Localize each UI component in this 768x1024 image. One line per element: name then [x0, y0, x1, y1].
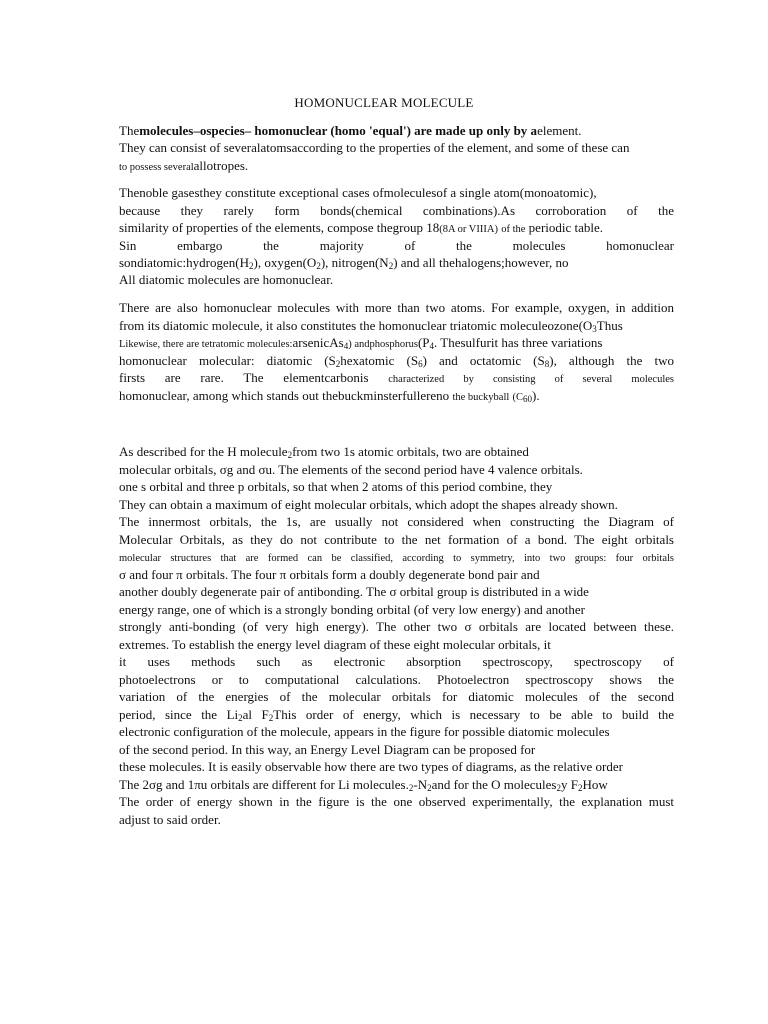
- text-line-p4-l14: [119, 671, 674, 688]
- text-segment: The: [119, 123, 140, 138]
- text-segment: homonuclear, among which stands out the: [119, 388, 338, 403]
- text-line-p4-l15: [119, 688, 674, 705]
- text-segment: Sin embargo the majority of the molecules homonuclear: [119, 238, 674, 253]
- subscript: 6: [418, 359, 423, 369]
- text-segment: of a single atom(monoatomic),: [436, 185, 597, 200]
- subscript: 2: [408, 783, 414, 793]
- text-segment: is: [359, 370, 389, 385]
- text-segment: period, since the Li: [119, 707, 239, 722]
- subscript: 3: [592, 324, 597, 334]
- subscript: 2: [287, 450, 293, 460]
- text-segment: They can consist of several: [119, 140, 261, 155]
- text-segment: atoms: [260, 140, 292, 155]
- subscript: 2: [388, 261, 394, 271]
- text-segment: There are also homonuclear molecules with more than two atoms. For example, oxygen, in addition: [119, 300, 674, 315]
- text-line-p4-l18: [119, 741, 674, 758]
- text-segment: The: [119, 185, 140, 200]
- subscript: 8: [544, 359, 550, 369]
- text-segment: they constitute exceptional cases of: [199, 185, 384, 200]
- text-segment: group 18: [392, 220, 440, 235]
- text-line-p3-l6: [119, 387, 674, 406]
- text-segment: sulfur: [460, 335, 491, 350]
- text-segment: allotropes.: [193, 158, 249, 173]
- text-line-p4-l12: [119, 636, 674, 653]
- text-segment: homonuclear molecular: diatomic (S: [119, 353, 336, 368]
- text-line-p4-l10: [119, 601, 674, 618]
- text-segment: son: [119, 255, 138, 270]
- text-segment: Thus: [596, 318, 623, 333]
- text-segment: to possess several: [119, 162, 194, 173]
- text-segment: (O: [578, 318, 593, 333]
- text-segment: similarity of properties of the elements, compose the: [119, 220, 393, 235]
- text-line-p2-l6: [119, 271, 674, 288]
- text-segment: (P: [417, 335, 430, 350]
- text-line-p1-l3: [119, 157, 674, 176]
- subscript: 2: [249, 261, 254, 271]
- text-segment: according to the properties of the element, and some of these can: [291, 140, 630, 155]
- text-segment: element.: [537, 123, 582, 138]
- text-segment: molecules: [139, 123, 194, 138]
- text-segment: the buckyball: [452, 392, 510, 403]
- text-segment: hydrogen(H: [186, 255, 249, 270]
- text-segment: ) and octatomic (S: [422, 353, 545, 368]
- text-segment: energy range, one of which is a strongly bonding orbital (of very low energy) and another: [119, 602, 585, 617]
- text-line-p4-l8: [119, 566, 674, 583]
- text-line-p4-l2: [119, 461, 674, 478]
- text-segment: o: [199, 123, 207, 138]
- text-segment: –: [193, 123, 200, 138]
- text-segment: strongly anti-bonding (of very high energy). The other two σ orbitals are located between these.: [119, 619, 674, 634]
- subscript: 2: [316, 261, 321, 271]
- text-segment: molecular orbitals, σg and σu. The elements of the second period have 4 valence orbitals.: [119, 462, 583, 477]
- text-line-p4-l1: [119, 443, 674, 460]
- text-line-p4-l20: [119, 776, 674, 793]
- subscript: 2: [577, 783, 583, 793]
- subscript: 4: [343, 341, 349, 351]
- text-segment: σ and four π orbitals. The four π orbitals form a doubly degenerate bond pair and: [119, 567, 540, 582]
- text-segment: and for the O molecules: [431, 777, 557, 792]
- text-line-p4-l7: [119, 548, 674, 567]
- text-segment: Molecular Orbitals, as they do not contribute to the net formation of a bond. The eight orbitals: [119, 532, 674, 547]
- text-line-p3-l3: [119, 334, 674, 353]
- text-segment: ), nitrogen(N: [320, 255, 389, 270]
- text-segment: The order of energy shown in the figure is the one observed experimentally, the explanation must: [119, 794, 674, 809]
- text-segment: these molecules. It is easily observable how there are two types of diagrams, as the relative order: [119, 759, 623, 774]
- text-segment: al F: [242, 707, 269, 722]
- text-segment: ) and all the: [393, 255, 455, 270]
- text-segment: one s orbital and three p orbitals, so that when 2 atoms of this period combine, they: [119, 479, 553, 494]
- text-segment: molecules: [383, 185, 437, 200]
- text-segment: ), although the two: [549, 353, 674, 368]
- text-segment: another doubly degenerate pair of antibonding. The σ orbital group is distributed in a wide: [119, 584, 589, 599]
- text-line-p4-l22: [119, 811, 674, 828]
- text-segment: variation of the energies of the molecular orbitals for diatomic molecules of the second: [119, 689, 674, 704]
- text-segment: photoelectrons or to computational calculations. Photoelectron spectroscopy shows the: [119, 672, 674, 687]
- text-segment: electronic configuration of the molecule, appears in the figure for possible diatomic molecules: [119, 724, 610, 739]
- subscript: 2: [238, 713, 243, 723]
- text-segment: (C: [512, 392, 524, 403]
- text-line-p4-l21: [119, 793, 674, 810]
- text-segment: As: [329, 335, 344, 350]
- text-line-p4-l19: [119, 758, 674, 775]
- text-line-p2-l1: [119, 184, 674, 201]
- text-segment: diatomic:: [137, 255, 187, 270]
- subscript: 2: [335, 359, 341, 369]
- subscript: 2: [268, 713, 274, 723]
- text-segment: phosphorus: [369, 339, 418, 350]
- text-line-p4-l17: [119, 723, 674, 740]
- text-line-p2-l3: [119, 219, 674, 238]
- text-segment: from two 1s atomic orbitals, two are obtained: [292, 444, 529, 459]
- text-segment: periodic table.: [525, 220, 604, 235]
- text-segment: from its diatomic molecule, it also constitutes the homonuclear triatomic molecule: [119, 318, 548, 333]
- text-segment: They can obtain a maximum of eight molecular orbitals, which adopt the shapes already shown.: [119, 497, 618, 512]
- text-line-p4-l9: [119, 583, 674, 600]
- text-segment: arsenic: [292, 335, 330, 350]
- text-segment: carbon: [324, 370, 360, 385]
- text-segment: -N: [413, 777, 428, 792]
- text-line-p1-l1: [119, 122, 674, 139]
- text-line-p4-l5: [119, 513, 674, 530]
- subscript: 2: [556, 783, 561, 793]
- text-line-p3-l4: [119, 352, 674, 369]
- text-segment: of the: [501, 224, 526, 235]
- text-segment: ozone: [547, 318, 579, 333]
- subscript: 4: [429, 341, 435, 351]
- text-segment: This order of energy, which is necessary to be able to build the: [273, 707, 674, 722]
- text-segment: extremes. To establish the energy level diagram of these eight molecular orbitals, it: [119, 637, 551, 652]
- text-line-p4-l13: [119, 653, 674, 670]
- text-segment: characterized by consisting of several molecules: [388, 374, 674, 385]
- text-segment: y F: [560, 777, 578, 792]
- text-line-p4-l6: [119, 531, 674, 548]
- subscript: 2: [427, 783, 432, 793]
- text-line-p3-l5: [119, 369, 674, 388]
- text-segment: hexatomic (S: [340, 353, 419, 368]
- text-segment: molecular structures that are formed can be classified, according to symmetry, into two groups: four orbitals: [119, 553, 674, 564]
- text-segment: noble gases: [139, 185, 200, 200]
- text-line-p3-l2: [119, 317, 674, 334]
- text-segment: of the second period. In this way, an Energy Level Diagram can be proposed for: [119, 742, 536, 757]
- text-segment: it has three variations: [490, 335, 603, 350]
- document-title: HOMONUCLEAR MOLECULE: [294, 95, 474, 110]
- text-segment: The 2σg and 1πu orbitals are different for Li molecules.: [119, 777, 409, 792]
- text-segment: it uses methods such as electronic absorption spectroscopy, spectroscopy of: [119, 654, 674, 669]
- text-segment: buckminsterfullereno: [338, 388, 450, 403]
- text-line-p4-l16: [119, 706, 674, 723]
- text-segment: firsts are rare. The element: [119, 370, 325, 385]
- text-segment: The innermost orbitals, the 1s, are usually not considered when constructing the Diagram of: [119, 514, 674, 529]
- text-segment: ) and: [348, 339, 370, 350]
- text-segment: As described for the H molecule: [119, 444, 288, 459]
- text-segment: – homonuclear (homo 'equal') are made up only by a: [244, 123, 538, 138]
- text-line-p4-l4: [119, 496, 674, 513]
- text-line-p4-l11: [119, 618, 674, 635]
- text-segment: ;however, no: [501, 255, 569, 270]
- text-segment: . The: [434, 335, 461, 350]
- text-line-p2-l4: [119, 237, 674, 254]
- text-segment: (8A or VIIIA): [439, 224, 498, 235]
- text-segment: because they rarely form bonds(chemical combinations).As corroboration of the: [119, 203, 674, 218]
- text-segment: Likewise, there are tetratomic molecules:: [119, 339, 293, 350]
- text-segment: halogens: [454, 255, 502, 270]
- text-segment: adjust to said order.: [119, 812, 221, 827]
- subscript: 60: [523, 394, 533, 404]
- text-segment: How: [582, 777, 608, 792]
- text-line-p2-l2: [119, 202, 674, 219]
- text-line-p2-l5: [119, 254, 674, 271]
- text-segment: All diatomic molecules are homonuclear.: [119, 272, 334, 287]
- text-segment: ).: [532, 388, 540, 403]
- text-line-p1-l2: [119, 139, 674, 156]
- text-line-p4-l3: [119, 478, 674, 495]
- text-segment: ), oxygen(O: [253, 255, 317, 270]
- text-segment: species: [206, 123, 245, 138]
- text-line-p3-l1: [119, 299, 674, 316]
